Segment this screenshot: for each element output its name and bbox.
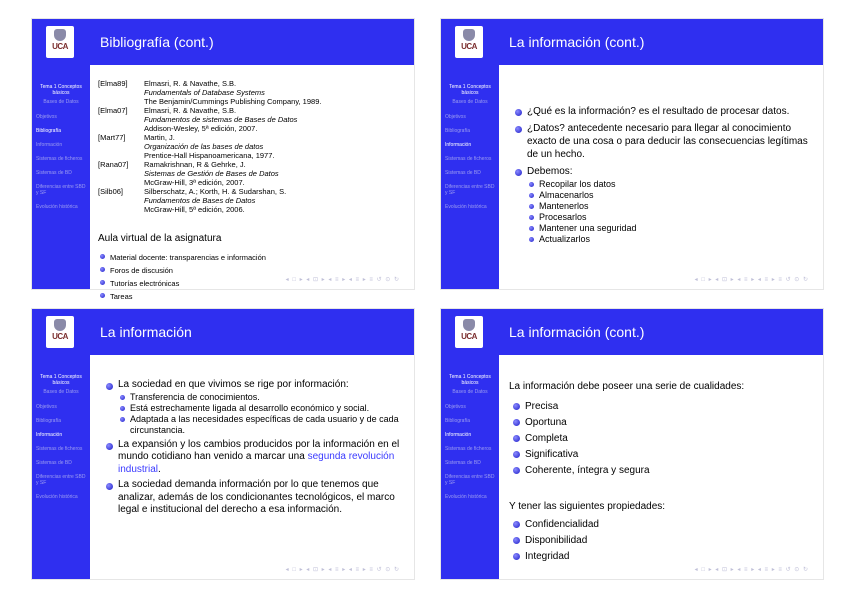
reference-line: Elmasri, R. & Navathe, S.B.	[144, 79, 237, 88]
reference-key: [Silb06]	[98, 187, 124, 196]
reference-line: Martin, J.	[144, 133, 175, 142]
reference-line: Prentice-Hall Hispanoamericana, 1977.	[144, 151, 275, 160]
sidebar-nav	[443, 84, 497, 218]
sidebar-item-diferencias[interactable]: Diferencias entre SBD y SF	[445, 184, 495, 196]
reference-line: Ramakrishnan, R & Gehrke, J.	[144, 160, 246, 169]
sub-list-item: Mantener una seguridad	[527, 223, 813, 234]
reference-key: [Elma07]	[98, 106, 128, 115]
list-item: La sociedad en que vivimos se rige por información:	[104, 379, 404, 392]
reference-line: Elmasri, R. & Navathe, S.B.	[144, 106, 237, 115]
list-item: Tutorías electrónicas	[98, 277, 266, 290]
sidebar-item-diferencias[interactable]: Diferencias entre SBD y SF	[445, 474, 495, 486]
sidebar-item-informacion[interactable]: Información	[445, 142, 472, 148]
sidebar-item-bibliografia[interactable]: Bibliografía	[36, 418, 62, 424]
sub-list-item: Actualizarlos	[527, 234, 813, 245]
slide-sidebar	[32, 309, 90, 579]
sidebar-item-objetivos[interactable]: Objetivos	[36, 114, 57, 120]
reference-key: [Rana07]	[98, 160, 129, 169]
sidebar-nav	[34, 374, 88, 508]
sidebar-item-sbd[interactable]: Sistemas de BD	[36, 460, 72, 466]
slide-title: La información	[100, 324, 192, 340]
slide-titlebar	[499, 309, 823, 355]
list-item: Debemos:	[513, 165, 813, 178]
slide-content	[499, 65, 823, 289]
sidebar-subtopic[interactable]: Bases de Datos	[43, 389, 79, 395]
list-item: Completa	[511, 431, 650, 447]
list-item: Oportuna	[511, 415, 650, 431]
slide-informacion-cont-1	[441, 19, 823, 289]
beamer-navigation-icons[interactable]: ◂ □ ▸ ◂ ⊡ ▸ ◂ ≡ ▸ ◂ ≡ ▸ ≡ ↺ ⊙ ↻	[694, 567, 809, 573]
sub-list-item: Adaptada a las necesidades específicas de cada usuario y de cada circunstancia.	[118, 414, 404, 436]
sidebar-nav	[443, 374, 497, 508]
sidebar-item-bibliografia[interactable]: Bibliografía	[445, 128, 471, 134]
sidebar-topic[interactable]: Tema 1 Conceptos básicos	[40, 374, 82, 386]
sidebar-item-evolucion[interactable]: Evolución histórica	[445, 204, 487, 210]
slide-sidebar	[32, 19, 90, 289]
sub-list	[104, 392, 404, 436]
sidebar-item-bibliografia[interactable]: Bibliografía	[36, 128, 62, 134]
sidebar-item-ficheros[interactable]: Sistemas de ficheros	[445, 156, 492, 162]
reference-line: Fundamentals of Database Systems	[144, 88, 265, 97]
reference-line: Fundamentos de sistemas de Bases de Datos	[144, 115, 298, 124]
list-item: Foros de discusión	[98, 264, 266, 277]
sidebar-subtopic[interactable]: Bases de Datos	[452, 99, 488, 105]
list-item-text: .	[158, 463, 161, 475]
beamer-navigation-icons[interactable]: ◂ □ ▸ ◂ ⊡ ▸ ◂ ≡ ▸ ◂ ≡ ▸ ≡ ↺ ⊙ ↻	[285, 277, 400, 283]
list-item-text: La expansión y los cambios producidos por la información en el mundo cotidiano han venido a marcar una	[118, 438, 400, 462]
uca-logo: UCA	[46, 26, 74, 58]
beamer-navigation-icons[interactable]: ◂ □ ▸ ◂ ⊡ ▸ ◂ ≡ ▸ ◂ ≡ ▸ ≡ ↺ ⊙ ↻	[694, 277, 809, 283]
sub-list	[513, 179, 813, 245]
reference-line: Organización de las bases de datos	[144, 142, 264, 151]
reference-item	[98, 106, 398, 133]
reference-key: [Mart77]	[98, 133, 126, 142]
properties-list	[511, 517, 599, 565]
sidebar-nav	[34, 84, 88, 218]
sidebar-item-diferencias[interactable]: Diferencias entre SBD y SF	[36, 474, 86, 486]
reference-item	[98, 187, 398, 214]
sub-list-item: Procesarlos	[527, 212, 813, 223]
sub-list-item: Está estrechamente ligada al desarrollo económico y social.	[118, 403, 404, 414]
sidebar-item-diferencias[interactable]: Diferencias entre SBD y SF	[36, 184, 86, 196]
bullet-list	[513, 105, 813, 245]
list-item: Integridad	[511, 549, 599, 565]
uca-logo: UCA	[455, 316, 483, 348]
slide-content	[90, 355, 414, 579]
reference-item	[98, 160, 398, 187]
slide-titlebar	[90, 19, 414, 65]
slide-bibliografia	[32, 19, 414, 301]
list-item: Tareas	[98, 290, 266, 303]
slide-title: La información (cont.)	[509, 34, 645, 50]
sidebar-item-sbd[interactable]: Sistemas de BD	[36, 170, 72, 176]
slide-content	[90, 65, 414, 301]
sidebar-item-informacion[interactable]: Información	[445, 432, 472, 438]
sidebar-item-ficheros[interactable]: Sistemas de ficheros	[36, 446, 83, 452]
reference-line: Sistemas de Gestión de Bases de Datos	[144, 169, 279, 178]
sidebar-item-evolucion[interactable]: Evolución histórica	[445, 494, 487, 500]
sidebar-item-objetivos[interactable]: Objetivos	[445, 114, 466, 120]
properties-intro: Y tener las siguientes propiedades:	[509, 501, 666, 512]
uca-logo: UCA	[46, 316, 74, 348]
list-item: ¿Datos? antecedente necesario para llegar al conocimiento exacto de una cosa o para deducir las consecuencias legítimas de un hecho.	[513, 122, 813, 161]
reference-item	[98, 133, 398, 160]
reference-line: Silberschatz, A.; Korth, H. & Sudarshan, S.	[144, 187, 287, 196]
sidebar-topic[interactable]: Tema 1 Conceptos básicos	[40, 84, 82, 96]
list-item: Material docente: transparencias e información	[98, 251, 266, 264]
reference-line: Fundamentos de Bases de Datos	[144, 196, 256, 205]
sub-list-item: Transferencia de conocimientos.	[118, 392, 404, 403]
slide-informacion	[32, 309, 414, 579]
bullet-list	[104, 379, 404, 520]
reference-line: McGraw-Hill, 5ª edición, 2006.	[144, 205, 245, 214]
segunda-revolucion-link[interactable]: segunda revolución industrial	[118, 451, 395, 475]
sidebar-item-sbd[interactable]: Sistemas de BD	[445, 460, 481, 466]
slide-sidebar	[441, 19, 499, 289]
qualities-list	[511, 399, 650, 479]
slide-titlebar	[499, 19, 823, 65]
list-item: Confidencialidad	[511, 517, 599, 533]
sidebar-item-informacion[interactable]: Información	[36, 432, 63, 438]
sidebar-item-informacion[interactable]: Información	[36, 142, 63, 148]
sidebar-item-sbd[interactable]: Sistemas de BD	[445, 170, 481, 176]
list-item: Precisa	[511, 399, 650, 415]
list-item: Disponibilidad	[511, 533, 599, 549]
aula-virtual-list	[98, 251, 266, 303]
sub-list-item: Recopilar los datos	[527, 179, 813, 190]
sidebar-subtopic[interactable]: Bases de Datos	[43, 99, 79, 105]
sub-list-item: Almacenarlos	[527, 190, 813, 201]
sidebar-item-bibliografia[interactable]: Bibliografía	[445, 418, 471, 424]
sidebar-item-objetivos[interactable]: Objetivos	[36, 404, 57, 410]
sidebar-item-ficheros[interactable]: Sistemas de ficheros	[36, 156, 83, 162]
bibliography-list	[98, 79, 398, 214]
slide-title: Bibliografía (cont.)	[100, 34, 214, 50]
beamer-navigation-icons[interactable]: ◂ □ ▸ ◂ ⊡ ▸ ◂ ≡ ▸ ◂ ≡ ▸ ≡ ↺ ⊙ ↻	[285, 567, 400, 573]
sidebar-item-evolucion[interactable]: Evolución histórica	[36, 204, 78, 210]
reference-item	[98, 79, 398, 106]
reference-line: McGraw-Hill, 3ª edición, 2007.	[144, 178, 245, 187]
sidebar-topic[interactable]: Tema 1 Conceptos básicos	[449, 374, 491, 386]
reference-key: [Elma89]	[98, 79, 128, 88]
sidebar-topic[interactable]: Tema 1 Conceptos básicos	[449, 84, 491, 96]
reference-line: Addison-Wesley, 5ª edición, 2007.	[144, 124, 258, 133]
slide-sidebar	[441, 309, 499, 579]
sub-list-item: Mantenerlos	[527, 201, 813, 212]
slide-titlebar	[90, 309, 414, 355]
sidebar-item-ficheros[interactable]: Sistemas de ficheros	[445, 446, 492, 452]
sidebar-subtopic[interactable]: Bases de Datos	[452, 389, 488, 395]
list-item: Coherente, íntegra y segura	[511, 463, 650, 479]
slide-title: La información (cont.)	[509, 324, 645, 340]
list-item: ¿Qué es la información? es el resultado de procesar datos.	[513, 105, 813, 118]
slide-content	[499, 355, 823, 579]
list-item	[104, 439, 404, 477]
qualities-intro: La información debe poseer una serie de cualidades:	[509, 381, 745, 392]
sidebar-item-objetivos[interactable]: Objetivos	[445, 404, 466, 410]
aula-virtual-heading: Aula virtual de la asignatura	[98, 233, 222, 244]
uca-logo: UCA	[455, 26, 483, 58]
reference-line: The Benjamin/Cummings Publishing Company, 1989.	[144, 97, 322, 106]
sidebar-item-evolucion[interactable]: Evolución histórica	[36, 494, 78, 500]
list-item: Significativa	[511, 447, 650, 463]
list-item: La sociedad demanda información por lo que tenemos que analizar, además de los condicionantes tecnológicos, el marco legal e institucional del derecho a esa información.	[104, 479, 404, 517]
slide-informacion-cont-2	[441, 309, 823, 579]
